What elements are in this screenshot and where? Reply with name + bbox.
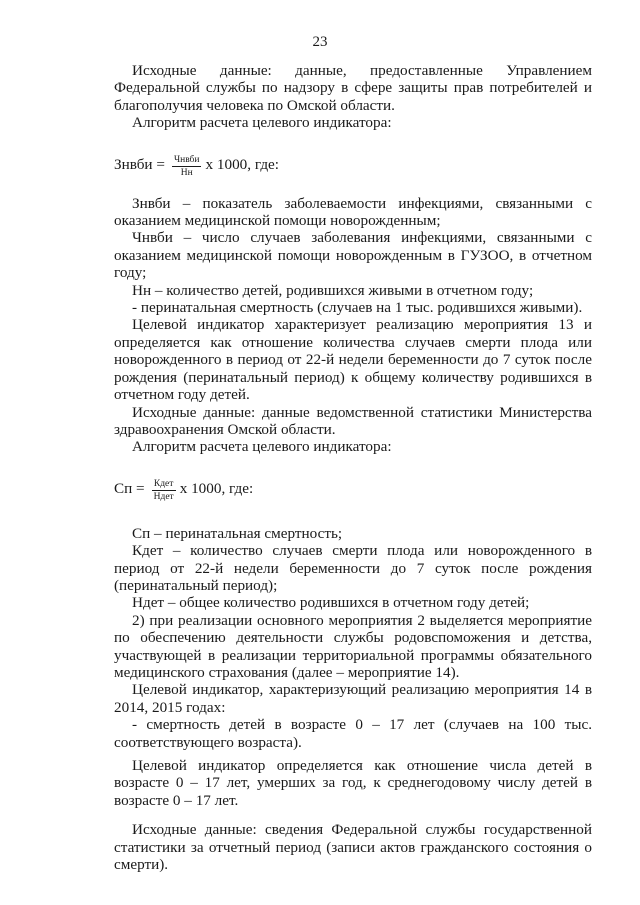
source-data-paragraph: Исходные данные: сведения Федеральной службы государственной статистики за отчетный период (записи актов гражданского состояния о смерти).	[114, 821, 592, 874]
definition-paragraph: Кдет – количество случаев смерти плода или новорожденного в период от 22-й недели беременности до 7 суток после рождения (перинатальный период);	[114, 542, 592, 594]
definition-paragraph: Нн – количество детей, родившихся живыми в отчетном году;	[132, 281, 534, 299]
formula-denominator: Нн	[180, 167, 193, 178]
formula-rhs: х 1000, где:	[179, 480, 254, 498]
formula-infection-rate	[114, 154, 592, 177]
formula-fraction	[152, 479, 176, 502]
formula-fraction	[172, 155, 202, 178]
definition-paragraph: Чнвби – число случаев заболевания инфекциями, связанными с оказанием медицинской помощи новорожденным в ГУЗОО, в отчетном году;	[114, 229, 592, 282]
formula-perinatal-mortality	[114, 478, 592, 501]
indicator-paragraph: - перинатальная смертность (случаев на 1 тыс. родившихся живыми).	[132, 299, 583, 317]
formula-numerator: Кдет	[153, 478, 174, 489]
document-body	[114, 62, 592, 873]
definition-paragraph: Ндет – общее количество родившихся в отчетном году детей;	[132, 594, 530, 612]
indicator-description-paragraph: Целевой индикатор определяется как отношение числа детей в возрасте 0 – 17 лет, умерших за год, к среднегодовому числу детей в возрасте 0 – 17 лет.	[114, 757, 592, 809]
formula-lhs: Сп =	[114, 480, 145, 498]
event-paragraph: 2) при реализации основного мероприятия 2 выделяется мероприятие по обеспечению деятельности службы родовспоможения и детства, участвующей в реализации территориальной программы обязательного медицинского страхования (далее – мероприятие 14).	[114, 611, 592, 681]
formula-lhs: Знвби =	[114, 156, 165, 174]
formula-rhs: х 1000, где:	[205, 156, 280, 174]
algorithm-heading: Алгоритм расчета целевого индикатора:	[132, 438, 392, 456]
indicator-paragraph: Целевой индикатор, характеризующий реализацию мероприятия 14 в 2014, 2015 годах:	[114, 681, 592, 716]
formula-denominator: Ндет	[153, 491, 174, 502]
indicator-paragraph: - смертность детей в возрасте 0 – 17 лет (случаев на 100 тыс. соответствующего возраста).	[114, 716, 592, 751]
source-data-paragraph: Исходные данные: данные ведомственной статистики Министерства здравоохранения Омской области.	[114, 403, 592, 438]
indicator-description-paragraph: Целевой индикатор характеризует реализацию мероприятия 13 и определяется как отношение количества случаев смерти плода или новорожденного в период от 22-й недели беременности до 7 суток после рождения (перинатальный период) к общему количеству родившихся в отчетном году детей.	[114, 316, 592, 404]
definition-paragraph: Сп – перинатальная смертность;	[132, 524, 343, 542]
page-number: 23	[312, 34, 328, 50]
definition-paragraph: Знвби – показатель заболеваемости инфекциями, связанными с оказанием медицинской помощи новорожденным;	[114, 194, 592, 230]
source-data-paragraph: Исходные данные: данные, предоставленные Управлением Федеральной службы по надзору в сфере защиты прав потребителей и благополучия человека по Омской области.	[114, 62, 592, 114]
formula-numerator: Чнвби	[173, 154, 200, 165]
algorithm-heading: Алгоритм расчета целевого индикатора:	[132, 114, 392, 132]
